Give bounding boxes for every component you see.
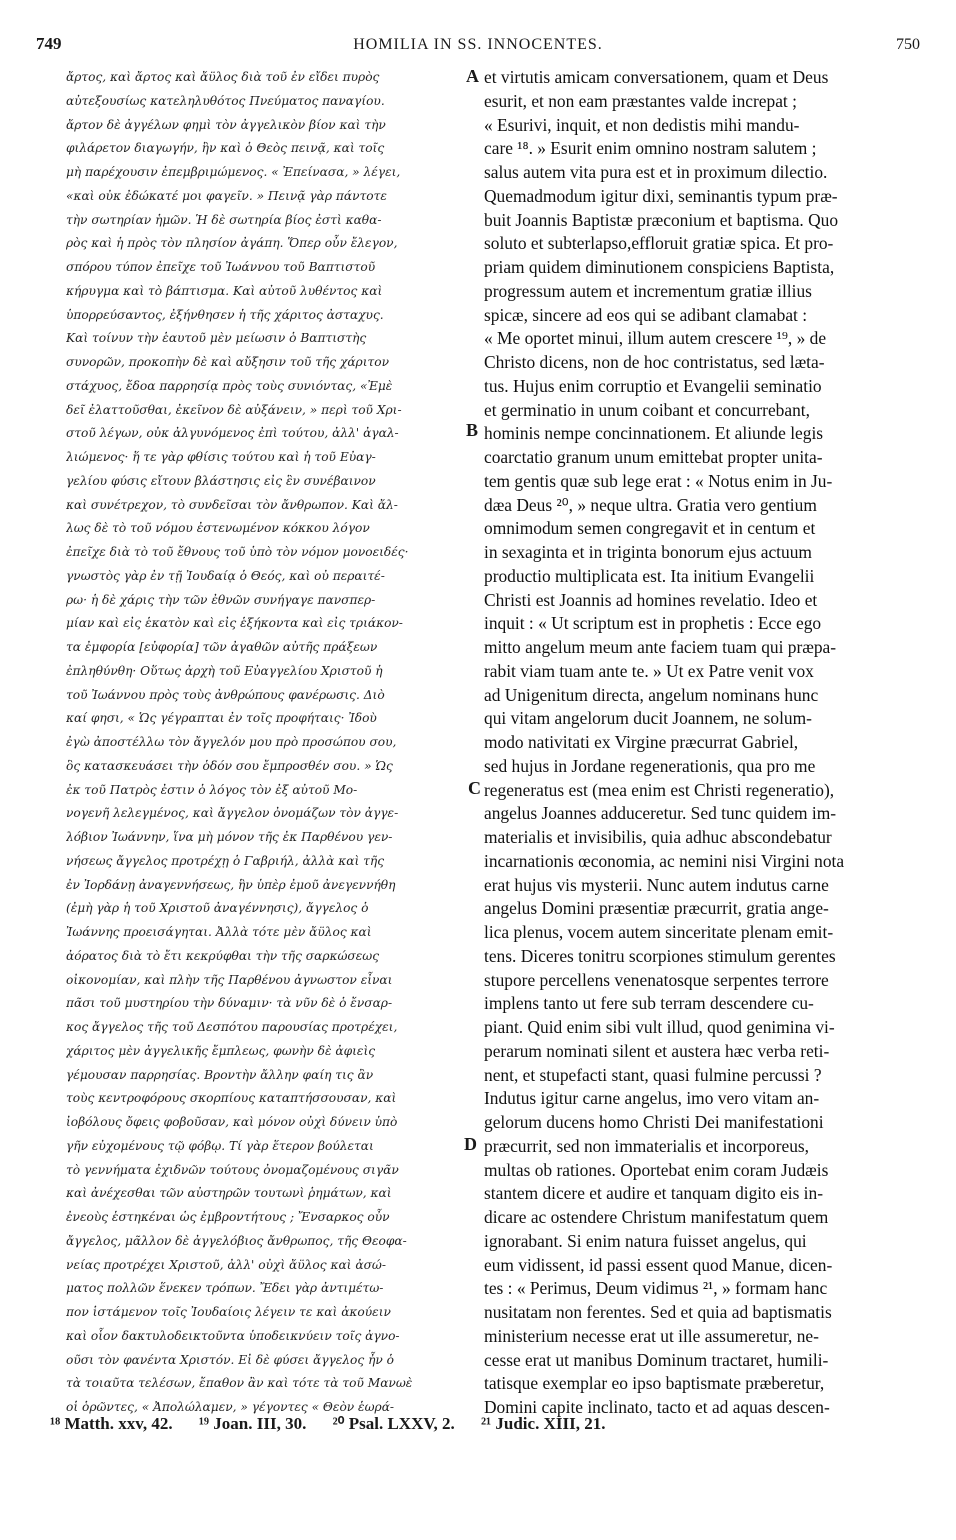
latin-text-line: coarctatio granum unum emittebat propter unita- (484, 447, 823, 467)
greek-text-line: νείας προτρέχει Χριστοῦ, ἀλλ' οὐχὶ ἄϋλος καὶ ἀσώ- (66, 1257, 386, 1272)
greek-text-line: μίαν καὶ εἰς ἑκατὸν καὶ εἰς ἑξήκοντα καὶ εἰς τριάκον- (66, 616, 403, 631)
latin-text-line: piant. Quid enim sibi vult illud, quod genimina vi- (484, 1017, 835, 1037)
greek-text-line: ἄρτος, καὶ ἄρτος καὶ ἄϋλος διὰ τοῦ ἐν εἴδει πυρὸς (66, 70, 380, 84)
latin-text-line: cesse erat ut manibus Dominum tractaret, humili- (484, 1349, 829, 1370)
greek-text-line: ἐκ τοῦ Πατρὸς ἐστιν ὁ λόγος τὸν ἐξ αὐτοῦ Μο- (66, 782, 358, 797)
latin-text-line: nent, et stupefacti stant, quasi fulmine percussi ? (484, 1064, 822, 1085)
greek-text-line: καὶ συνέτρεχον, τὸ συνδεῖσαι τὸν ἄνθρωπον. Καὶ ἄλ- (66, 497, 398, 512)
latin-text-line: Christo dicens, non de hoc contristatus, sed læta- (484, 352, 825, 372)
latin-text-line: dicare ac ostendere Christum manifestatum quem (484, 1207, 829, 1227)
greek-text-line: οῦσι τὸν φανέντα Χριστόν. Εἰ δὲ φύσει ἄγγελος ἦν ὁ (66, 1352, 395, 1367)
greek-text-line: νογενῆ λελεγμένος, καὶ ἄγγελον ὀνομάζων τὸν ἀγγε- (66, 806, 399, 821)
latin-text-line: ministerium necesse erat ut ille assumeretur, ne- (484, 1325, 819, 1346)
greek-text-line: φιλάρετον διαγωγήν, ἣν καὶ ὁ Θεὸς πεινᾷ, καὶ τοῖς (66, 141, 385, 156)
greek-text-line: τὸ γεννήματα ἐχιδνῶν τούτους ὀνομαζομένους σιγᾶν (66, 1162, 399, 1177)
latin-text-line: hominis nempe concinnationem. Et aliunde legis (484, 423, 824, 444)
greek-text-line: κήρυγμα καὶ τὸ βάπτισμα. Καὶ αὐτοῦ λυθέντος καὶ (66, 283, 383, 298)
running-header (36, 34, 920, 58)
greek-text-line: τα ἐμφορία [εὐφορία] τῶν ἀγαθῶν αὐτῆς πράξεων (66, 640, 378, 654)
greek-text-line: τοῦ Ἰωάννου πρὸς τοὺς ἀνθρώπους φανέρωσις. Διὸ (66, 687, 385, 702)
latin-text-line: lica plenus, vocem autem sinceritate plenam emit- (484, 922, 834, 942)
latin-text-line: priam quidem diminutionem conspiciens Baptista, (484, 257, 835, 277)
latin-text-line: sed hujus in Jordane regenerationis, qua pro me (484, 755, 816, 776)
latin-text-line: stupore percellens venenatosque serpentes terrore (484, 969, 829, 990)
greek-text-line: ἐγὼ ἀποστέλλω τὸν ἄγγελόν μου πρὸ προσώπου σου, (66, 735, 397, 749)
latin-text-line: progressum autem et incrementum gratiæ illius (484, 280, 812, 301)
latin-text-line: mitto angelum meum ante faciem tuam qui præpa- (484, 637, 837, 657)
page-title: HOMILIA IN SS. INNOCENTES. (353, 36, 603, 53)
latin-text-line: regeneratus est (mea enim est Christi regeneratio), (484, 779, 835, 800)
latin-text-line: care ¹⁸. » Esurit enim omnino nostram salutem ; (484, 138, 817, 159)
footnote-21: ²¹ Judic. XIII, 21. (480, 1414, 606, 1433)
greek-text-line: λόβιον Ἰωάννην, ἵνα μὴ μόνον τῆς ἐκ Παρθένου γεν- (66, 830, 393, 844)
greek-text-line: γῆν εὐχομένους τῷ φόβῳ. Τί γὰρ ἕτερον βούλεται (66, 1138, 374, 1153)
latin-text-line: inquit : « Ut scriptum est in prophetis : Ecce ego (484, 613, 822, 634)
greek-text-line: στοῦ λέγων, οὐκ ἀλγυνόμενος ἐπὶ τούτου, ἀλλ' ἀγαλ- (66, 426, 399, 441)
greek-text-line: καί φησι, « Ὡς γέγραπται ἐν τοῖς προφήταις· Ἰδοὺ (66, 711, 377, 726)
greek-text-line: ἐν Ἰορδάνῃ ἀναγεννήσεως, ἣν ὑπὲρ ἐμοῦ ἀνεγεννήθη (66, 877, 396, 892)
greek-text-line: τοὺς κεντροφόρους σκορπίους καταπτήσσουσαν, καὶ (66, 1091, 397, 1106)
latin-text-line: soluto et subterlapso,effloruit gratiæ spica. Et pro- (484, 233, 834, 254)
latin-text-line: eum vidissent, id passi essent quod Manue, dicen- (484, 1254, 833, 1275)
latin-text-line: tatisque exemplar eo ipso baptismate præberetur, (484, 1373, 825, 1394)
greek-text-line: στάχυος, ἔδοα παρρησίᾳ πρὸς τοὺς συνιόντας, «Ἐμὲ (66, 378, 393, 393)
latin-text-column (484, 66, 922, 1420)
greek-text-line: λιώμενος· ἥ τε γὰρ φθίσις τούτου καὶ ἡ τοῦ Εὐαγ- (66, 450, 376, 464)
greek-text-line: ὃς κατασκευάσει τὴν ὁδόν σου ἔμπροσθέν σου. » Ὡς (66, 758, 393, 773)
latin-text-line: incarnationis œconomia, ac nemini nisi Virgini nota (484, 850, 845, 871)
latin-text-line: perarum nominati silent et austera hæc verba reti- (484, 1040, 830, 1061)
greek-text-line: καὶ ἀνέχεσθαι τῶν αὐστηρῶν τουτωνὶ ῥημάτων, καὶ (66, 1186, 392, 1201)
latin-text-line: « Esurivi, inquit, et non dedistis mihi mandu- (484, 114, 800, 135)
greek-text-line: δεῖ ἐλαττοῦσθαι, ἐκεῖνον δὲ αὐξάνειν, » περὶ τοῦ Χρι- (66, 402, 402, 417)
footnote-19: ¹⁹ Joan. III, 30. (198, 1414, 307, 1433)
greek-text-line: πον ἱστάμενον τοῖς Ἰουδαίοις λέγειν τε καὶ ἀκούειν (66, 1305, 391, 1319)
latin-text-line: in sexaginta et in triginta bonorum ejus actuum (484, 542, 812, 562)
latin-text-line: stantem dicere et audire et tanquam digito eis in- (484, 1183, 823, 1204)
greek-text-line: σπόρου τύπον ἐπεῖχε τοῦ Ἰωάννου τοῦ Βαπτιστοῦ (66, 260, 376, 274)
greek-text-line: κος ἄγγελος τῆς τοῦ Δεσπότου παρουσίας προτρέχει, (66, 1020, 398, 1034)
greek-text-line: ἄρτον δὲ ἀγγέλων φημὶ τὸν ἀγγελικὸν βίον καὶ τὴν (66, 117, 386, 132)
latin-text-line: tens. Diceres tonitru scorpiones stimulum gerentes (484, 945, 836, 966)
footnotes (50, 1414, 910, 1434)
latin-text-line: nusitatam non ferentes. Sed et quia ad baptismatis (484, 1302, 832, 1322)
margin-marker-d: D (464, 1134, 477, 1154)
greek-text-line: ἰοβόλους ὄφεις φοβοῦσαν, καὶ μόνον οὐχὶ δύνειν ὑπὸ (66, 1115, 398, 1129)
margin-marker-a: A (466, 66, 479, 86)
latin-text-line: præcurrit, sed non immaterialis et incorporeus, (484, 1135, 810, 1156)
greek-text-line: χάριτος μὲν ἀγγελικῆς ἔμπλεως, φωνὴν δὲ ἀφιεὶς (66, 1043, 376, 1058)
greek-text-column (66, 66, 462, 1420)
latin-text-line: implens tanto ut fere sub terram descendere cu- (484, 993, 814, 1014)
latin-text-line: erat hujus vis mysterii. Nunc autem indutus carne (484, 874, 829, 895)
latin-text-line: qui vitam angelorum ducit Joannem, ne solum- (484, 708, 812, 729)
greek-text-line: πᾶσι τοῦ μυστηρίου τὴν δύναμιν· τὰ νῦν δὲ ὁ ἔνσαρ- (66, 996, 393, 1011)
latin-text-line: multas ob rationes. Oportebat enim coram Judæis (484, 1159, 829, 1180)
greek-text-line: καὶ οἷον δακτυλοδεικτοῦντα ὑποδεικνύειν τοῖς ἀγνο- (66, 1328, 400, 1343)
footnote-18: ¹⁸ Matth. xxv, 42. (50, 1414, 173, 1433)
greek-text-line: γνωστὸς γὰρ ἐν τῇ Ἰουδαίᾳ ὁ Θεός, καὶ οὐ περαιτέ- (66, 568, 385, 583)
greek-text-line: ἀόρατος διὰ τὸ ἔτι κεκρύφθαι τὴν τῆς σαρκώσεως (66, 948, 380, 963)
latin-text-line: buit Joannis Baptistæ præconium et baptisma. Quo (484, 209, 839, 230)
greek-text-line: νήσεως ἄγγελος προτρέχῃ ὁ Γαβριήλ, ἀλλὰ καὶ τῆς (66, 853, 385, 868)
greek-text-line: ἐπληθύνθη· Οὕτως ἀρχὴ τοῦ Εὐαγγελίου Χριστοῦ ἡ (66, 663, 383, 678)
latin-text-line: et germinatio in unum coibant et concurrebant, (484, 399, 810, 420)
latin-text-line: esurit, et non eam præstantes valde increpat ; (484, 90, 797, 111)
latin-text-line: ignorabant. Si enim natura fuisset angelus, qui (484, 1230, 807, 1251)
greek-text-line: ματος πολλῶν ἕνεκεν τρόπων. Ἔδει γὰρ ἀντιμέτω- (66, 1281, 384, 1296)
greek-text-line: Καὶ τοίνυν τὴν ἑαυτοῦ μὲν μείωσιν ὁ Βαπτιστὴς (66, 331, 367, 346)
page-number-left: 749 (36, 34, 62, 53)
latin-text-line: angelus Domini præsentiæ præcurrit, gratia ange- (484, 898, 829, 919)
latin-text-line: ad Unigenitum directa, angelum nominans hunc (484, 684, 819, 705)
greek-text-line: οἰκονομίαν, καὶ πλὴν τῆς Παρθένου ἀγνωστον εἶναι (66, 972, 393, 987)
margin-marker-b: B (466, 420, 479, 440)
greek-text-line: ἄγγελος, μᾶλλον δὲ ἀγγελόβιος ἄνθρωπος, τῆς Θεοφα- (66, 1233, 407, 1248)
latin-text-line: rabit viam tuam ante te. » Ut ex Patre venit vox (484, 660, 814, 681)
greek-text-line: αὐτεξουσίως κατεληλυθότος Πνεύματος παναγίου. (66, 93, 385, 108)
greek-text-line: γέμουσαν παρρησίας. Βροντὴν ἄλλην φαίη τις ἂν (66, 1067, 374, 1082)
margin-marker-c: C (468, 778, 481, 798)
greek-text-line: ὑπορρεύσαντος, ἐξήνθησεν ἡ τῆς χάριτος ἀσταχυς. (66, 307, 384, 322)
greek-text-line: «καὶ οὐκ ἐδώκατέ μοι φαγεῖν. » Πεινᾷ γὰρ πάντοτε (66, 188, 387, 203)
greek-text-line: οἱ ὁρῶντες, « Ἀπολώλαμεν, » γέγοντες « Θεὸν ἑωρά- (66, 1400, 395, 1414)
latin-text-line: spicæ, sincere ad eos qui se adibant clamabat : (484, 304, 808, 325)
latin-text-line: omnimodum semen congregavit et in centum et (484, 518, 816, 539)
greek-text-line: ρω· ἡ δὲ χάρις τὴν τῶν ἐθνῶν συνήγαγε πανσπερ- (66, 592, 376, 607)
greek-text-line: συνορῶν, προκοπὴν δὲ καὶ αὔξησιν τοῦ τῆς χάριτον (66, 355, 389, 369)
latin-text-line: et virtutis amicam conversationem, quam et Deus (484, 67, 829, 87)
greek-text-line: γελίου φύσις εἴτουν βλάστησις εἰς ἓν συνέβαινον (66, 473, 376, 488)
greek-text-line: Ἰωάννης προεισάγηται. Ἀλλὰ τότε μὲν ἄϋλος καὶ (66, 925, 372, 939)
greek-text-line: (ἐμὴ γὰρ ἡ τοῦ Χριστοῦ ἀναγέννησις), ἄγγελος ὁ (66, 901, 369, 916)
latin-text-line: gelorum ducens homo Christi Dei manifestationi (484, 1112, 824, 1132)
latin-text-line: angelus Joannes adduceretur. Sed tunc quidem im- (484, 803, 837, 824)
page-number-right: 750 (896, 36, 920, 53)
latin-text-line: productio multiplicata est. Ita initium Evangelii (484, 565, 815, 586)
latin-text-line: Domini capite inclinato, tacto et ad aquas descen- (484, 1397, 830, 1417)
latin-text-line: modo nativitati ex Virgine præcurrat Gabriel, (484, 732, 799, 752)
greek-text-line: ἐνεοὺς ἑστηκέναι ὡς ἐμβροντήτους ; Ἔνσαρκος οὖν (66, 1210, 390, 1224)
greek-text-line: ἐπεῖχε διὰ τὸ τοῦ ἔθνους τοῦ ὑπὸ τὸν νόμον μονοειδές· (66, 545, 409, 559)
greek-text-line: μὴ παρέχουσιν ἐπεμβριμώμενος. « Ἐπείνασα, » λέγει, (66, 165, 401, 179)
latin-text-line: tus. Hujus enim corruptio et Evangelii seminatio (484, 375, 822, 396)
latin-text-line: Quemadmodum igitur dixi, seminantis typum præ- (484, 185, 838, 206)
latin-text-line: Indutus igitur carne angelus, imo vero vitam an- (484, 1088, 820, 1109)
latin-text-line: tem gentis quæ sub lege erat : « Notus enim in Ju- (484, 470, 833, 491)
latin-text-line: salus autem vita pura est et in proximum dilectio. (484, 162, 828, 182)
greek-text-line: τὰ τοιαῦτα τελέσων, ἔπαθον ἂν καὶ τότε τὰ τοῦ Μανωὲ (66, 1376, 413, 1391)
greek-text-line: ρὸς καὶ ἡ πρὸς τὸν πλησίον ἀγάπη. Ὅπερ οὖν ἔλεγον, (66, 236, 398, 251)
latin-text-line: tes : « Perimus, Deum vidimus ²¹, » formam hanc (484, 1278, 828, 1299)
latin-text-line: materialis et invisibilis, quia adhuc abscondebatur (484, 827, 832, 847)
greek-text-line: τὴν σωτηρίαν ἡμῶν. Ἡ δὲ σωτηρία βίος ἐστὶ καθα- (66, 212, 382, 227)
greek-text-line: λως δὲ τὸ τοῦ νόμου ἐστενωμένον κόκκου λόγον (66, 521, 370, 536)
latin-text-line: dæa Deus ²⁰, » neque ultra. Gratia vero gentium (484, 494, 817, 515)
latin-text-line: « Me oportet minui, illum autem crescere ¹⁹, » de (484, 328, 827, 349)
latin-text-line: Christi est Joannis ad homines revelatio. Ideo et (484, 589, 818, 610)
footnote-20: ²⁰ Psal. LXXV, 2. (332, 1414, 455, 1433)
